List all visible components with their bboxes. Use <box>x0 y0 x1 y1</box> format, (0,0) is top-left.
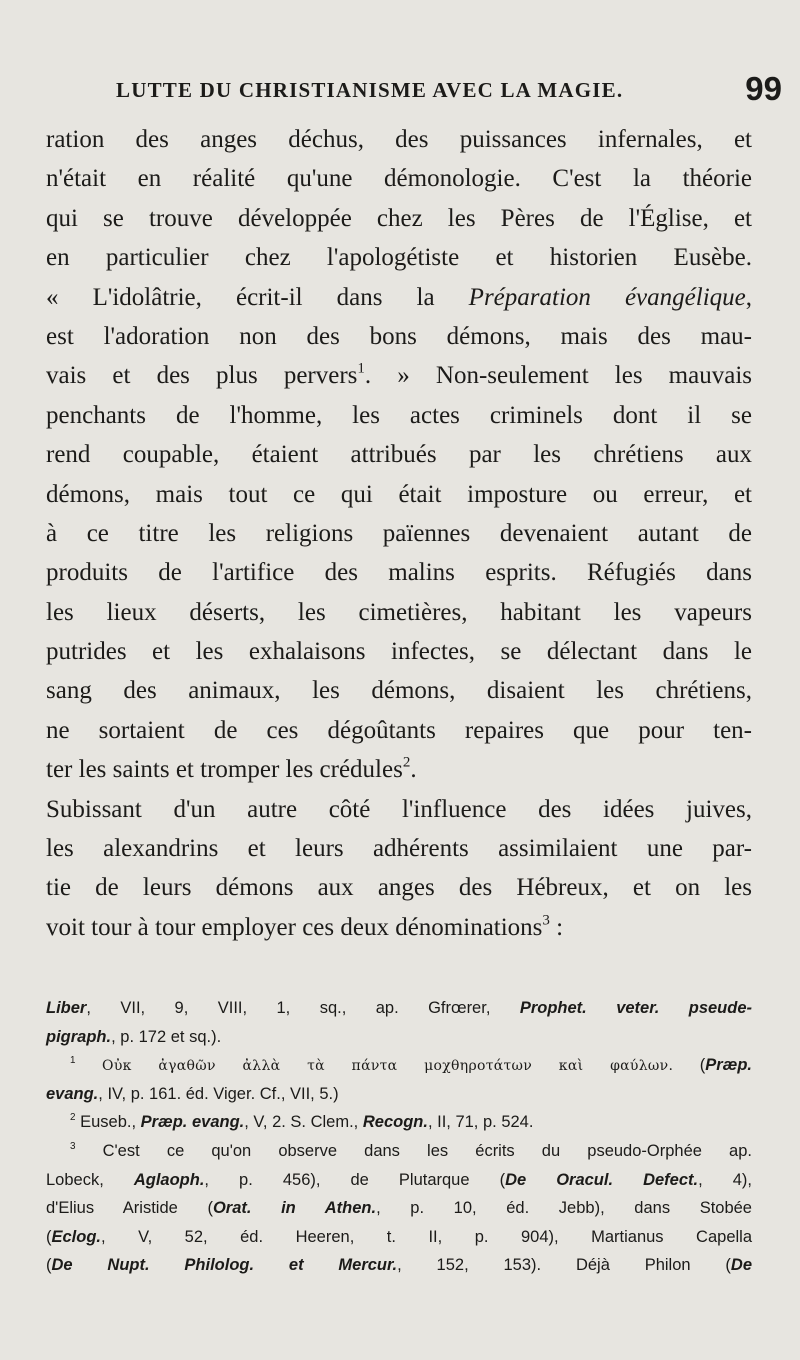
footnote-text: d'Elius Aristide ( <box>46 1199 213 1218</box>
work-title: De Nupt. Philolog. et Mercur. <box>51 1256 398 1275</box>
body-line <box>46 278 752 317</box>
footnotes <box>46 994 752 1280</box>
footnote-number: 3 <box>70 1141 76 1153</box>
body-line: démons, mais tout ce qui était imposture ou erreur, et <box>46 480 752 508</box>
footnote-ref: 3 <box>542 912 550 929</box>
body-line <box>46 356 752 395</box>
footnote-text: ( <box>46 1227 52 1246</box>
work-title: Eclog. <box>51 1227 102 1246</box>
footnote-line <box>46 1137 752 1166</box>
footnote-line <box>46 1108 752 1137</box>
body-line: est l'adoration non des bons démons, mais des mau- <box>46 322 752 350</box>
running-title: LUTTE DU CHRISTIANISME AVEC LA MAGIE. <box>116 78 624 102</box>
body-line: tie de leurs démons aux anges des Hébreux, et on les <box>46 874 752 902</box>
footnote-text: , p. 172 et sq.). <box>111 1027 222 1046</box>
body-line: putrides et les exhalaisons infectes, se délectant dans le <box>46 638 752 666</box>
body-line: Subissant d'un autre côté l'influence des idées juives, <box>46 795 752 823</box>
footnote-text: , IV, p. 161. éd. Viger. Cf., VII, 5.) <box>98 1084 339 1103</box>
body-text-run: « L'idolâtrie, écrit-il dans la <box>46 283 469 311</box>
body-text-run: voit tour à tour employer ces deux dénominations <box>46 913 543 941</box>
footnote-text: Lobeck, <box>46 1170 134 1189</box>
work-title: Aglaoph. <box>133 1170 205 1189</box>
body-text-run: . » Non-seulement les mauvais <box>364 362 752 390</box>
footnote-line <box>46 1194 752 1223</box>
body-line: en particulier chez l'apologétiste et historien Eusèbe. <box>46 244 752 272</box>
footnote-text: , V, 52, éd. Heeren, t. II, p. 904), Martianus Capella <box>101 1227 752 1246</box>
footnote-text: , V, 2. S. Clem., <box>244 1113 363 1132</box>
footnote-text: C'est ce qu'on observe dans les écrits du pseudo-Orphée ap. <box>75 1141 752 1160</box>
body-line <box>46 908 752 947</box>
body-text-run: , <box>745 283 752 311</box>
footnote-line <box>46 1051 752 1080</box>
work-title: De Oracul. Defect. <box>505 1170 699 1189</box>
running-head <box>102 72 792 112</box>
body-line: les alexandrins et leurs adhérents assimilaient une par- <box>46 835 752 863</box>
body-line <box>46 750 752 789</box>
body-text <box>46 120 752 947</box>
footnote-text: , 4), <box>698 1170 753 1189</box>
work-title: Orat. in Athen. <box>212 1199 377 1218</box>
body-line: ne sortaient de ces dégoûtants repaires que pour ten- <box>46 716 752 744</box>
footnote-text: , VII, 9, VIII, 1, sq., ap. Gfrœrer, <box>86 999 520 1017</box>
footnote-ref: 1 <box>357 360 365 377</box>
body-line: à ce titre les religions païennes devenaient autant de <box>46 519 752 547</box>
body-text-run: : <box>549 913 564 941</box>
body-line: ration des anges déchus, des puissances infernales, et <box>46 126 752 153</box>
work-title: Recogn. <box>362 1113 428 1132</box>
body-text-run: ter les saints et tromper les crédules <box>46 756 403 784</box>
footnote-line <box>46 1251 752 1280</box>
body-line: sang des animaux, les démons, disaient les chrétiens, <box>46 677 752 705</box>
work-title: evang. <box>46 1084 99 1103</box>
footnote-number: 1 <box>70 1055 76 1067</box>
body-line: penchants de l'homme, les actes criminels dont il se <box>46 401 752 429</box>
work-title: Prophet. veter. pseude- <box>519 999 752 1017</box>
footnote-line <box>46 1023 752 1052</box>
footnote-text: ( <box>673 1056 706 1075</box>
greek-quote: Οὐκ ἀγαθῶν ἀλλὰ τὰ πάντα μοχθηροτάτων καὶ φαύλων. <box>102 1058 674 1075</box>
work-title: pigraph. <box>46 1027 112 1046</box>
italic-title: Préparation évangélique <box>468 283 746 311</box>
footnote-ref: 2 <box>402 754 411 771</box>
work-title: De <box>730 1256 753 1275</box>
footnote-text: ( <box>46 1256 52 1275</box>
footnote-text: , II, 71, p. 524. <box>427 1113 534 1132</box>
footnote-text: , p. 10, éd. Jebb), dans Stobée <box>376 1199 752 1218</box>
body-line: les lieux déserts, les cimetières, habitant les vapeurs <box>46 598 752 626</box>
page-number: 99 <box>745 70 782 107</box>
footnote-line <box>46 1080 752 1109</box>
footnote-number: 2 <box>70 1112 76 1124</box>
footnote-line <box>46 1166 752 1195</box>
footnote-text: , 152, 153). Déjà Philon ( <box>397 1256 731 1275</box>
work-title: Præp. <box>705 1056 752 1075</box>
body-line: qui se trouve développée chez les Pères de l'Église, et <box>46 204 752 232</box>
work-title: Liber <box>46 999 87 1017</box>
work-title: Præp. evang. <box>140 1113 245 1132</box>
body-line: produits de l'artifice des malins esprits. Réfugiés dans <box>46 559 752 587</box>
body-line: rend coupable, étaient attribués par les chrétiens aux <box>46 441 752 469</box>
footnote-line <box>46 1223 752 1252</box>
body-line: n'était en réalité qu'une démonologie. C'est la théorie <box>46 165 752 193</box>
footnote-text: , p. 456), de Plutarque ( <box>204 1170 506 1189</box>
body-text-run: vais et des plus pervers <box>46 362 358 390</box>
footnote-line <box>46 994 752 1023</box>
body-text-run: . <box>410 756 417 784</box>
footnote-text: Euseb., <box>75 1113 141 1132</box>
